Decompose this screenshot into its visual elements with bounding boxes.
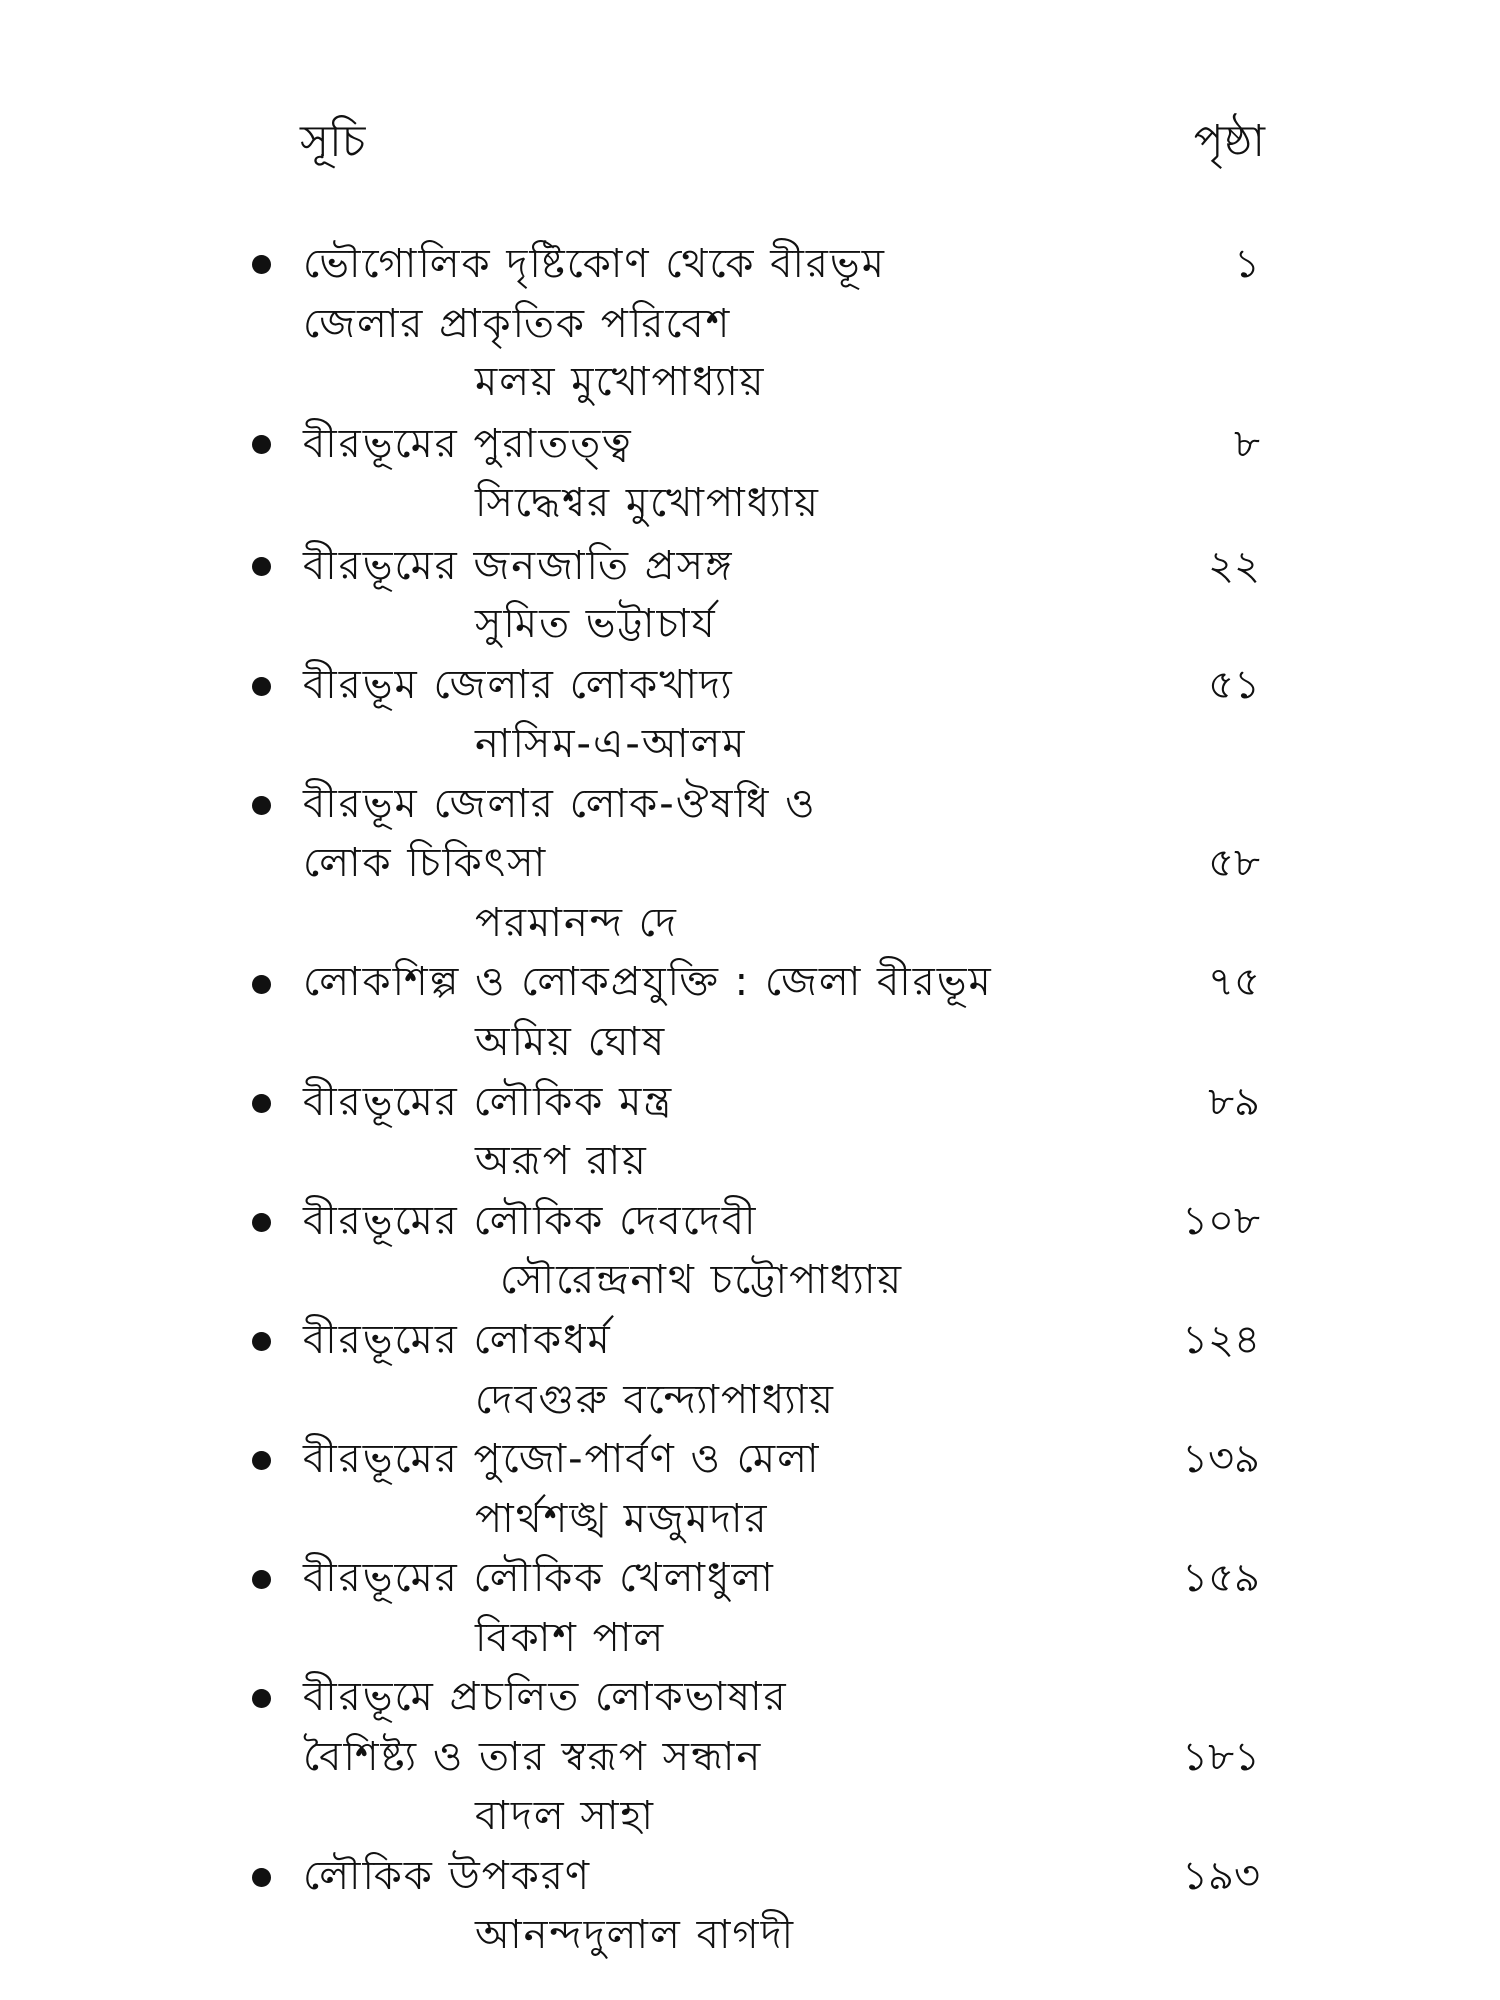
entry-page-number: ১৩৯ xyxy=(1182,1436,1260,1482)
entry-title-line: বীরভূম জেলার লোকখাদ্য xyxy=(303,662,734,708)
entry-author: বিকাশ পাল xyxy=(475,1615,666,1661)
entry-page-number: ৮৯ xyxy=(1208,1079,1260,1125)
entry-author: বাদল সাহা xyxy=(475,1793,656,1839)
entry-page-number: ৭৫ xyxy=(1208,959,1260,1005)
entry-title-line: বীরভূমের জনজাতি প্রসঙ্গ xyxy=(303,543,734,589)
entry-title-line: বীরভূমের পুজো-পার্বণ ও মেলা xyxy=(303,1436,821,1482)
entry-title-line: ভৌগোলিক দৃষ্টিকোণ থেকে বীরভূম xyxy=(303,241,886,287)
entry-author: অমিয় ঘোষ xyxy=(475,1019,667,1065)
entry-page-number: ২২ xyxy=(1207,543,1260,589)
bullet-icon xyxy=(252,1570,271,1589)
bullet-icon xyxy=(252,1689,271,1708)
entry-page-number: ১০৮ xyxy=(1182,1198,1260,1244)
entry-title-line: বীরভূমের পুরাতত্ত্ব xyxy=(303,421,633,467)
entry-title-line: লোক চিকিৎসা xyxy=(303,840,548,886)
entry-page-number: ১২৪ xyxy=(1182,1317,1260,1363)
entry-author: নাসিম-এ-আলম xyxy=(475,721,747,767)
entry-author: সুমিত ভট্টাচার্য xyxy=(475,601,717,647)
entry-author: মলয় মুখোপাধ্যায় xyxy=(475,359,766,405)
bullet-icon xyxy=(252,1213,271,1232)
entry-author: অরূপ রায় xyxy=(475,1138,648,1184)
entry-page-number: ১ xyxy=(1234,241,1260,287)
entry-author: আনন্দদুলাল বাগদী xyxy=(475,1912,796,1958)
entry-title-line: বীরভূমের লৌকিক খেলাধুলা xyxy=(303,1555,775,1601)
entry-title-line: বৈশিষ্ট্য ও তার স্বরূপ সন্ধান xyxy=(303,1734,763,1780)
entry-title-line: বীরভূমের লৌকিক দেবদেবী xyxy=(303,1198,758,1244)
bullet-icon xyxy=(252,796,271,815)
bullet-icon xyxy=(252,557,271,576)
entry-author: পরমানন্দ দে xyxy=(475,900,678,946)
entry-author: পার্থশঙ্খ মজুমদার xyxy=(475,1496,769,1542)
entry-title-line: লৌকিক উপকরণ xyxy=(303,1853,592,1899)
entry-title-line: বীরভূম জেলার লোক-ঔষধি ও xyxy=(303,781,817,827)
bullet-icon xyxy=(252,677,271,696)
contents-heading: সূচি xyxy=(300,116,366,167)
entry-title-line: বীরভূমে প্রচলিত লোকভাষার xyxy=(303,1674,788,1720)
bullet-icon xyxy=(252,435,271,454)
entry-title-line: জেলার প্রাকৃতিক পরিবেশ xyxy=(303,301,732,347)
bullet-icon xyxy=(252,1332,271,1351)
entry-page-number: ৮ xyxy=(1234,421,1260,467)
entry-author: দেবগুরু বন্দ্যোপাধ্যায় xyxy=(475,1377,835,1423)
entry-page-number: ১৮১ xyxy=(1182,1734,1260,1780)
bullet-icon xyxy=(252,255,271,274)
entry-author: সিদ্ধেশ্বর মুখোপাধ্যায় xyxy=(475,480,820,526)
entry-page-number: ১৫৯ xyxy=(1182,1555,1260,1601)
bullet-icon xyxy=(252,975,271,994)
bullet-icon xyxy=(252,1868,271,1887)
entry-page-number: ৫৮ xyxy=(1208,840,1260,886)
entry-title-line: লোকশিল্প ও লোকপ্রযুক্তি : জেলা বীরভূম xyxy=(303,959,993,1005)
bullet-icon xyxy=(252,1094,271,1113)
entry-title-line: বীরভূমের লোকধর্ম xyxy=(303,1317,612,1363)
entry-title-line: বীরভূমের লৌকিক মন্ত্র xyxy=(303,1079,674,1125)
bullet-icon xyxy=(252,1451,271,1470)
entry-author: সৌরেন্দ্রনাথ চট্টোপাধ্যায় xyxy=(500,1257,904,1303)
entry-page-number: ৫১ xyxy=(1208,662,1260,708)
entry-page-number: ১৯৩ xyxy=(1182,1853,1260,1899)
page-column-heading: পৃষ্ঠা xyxy=(1193,116,1265,167)
